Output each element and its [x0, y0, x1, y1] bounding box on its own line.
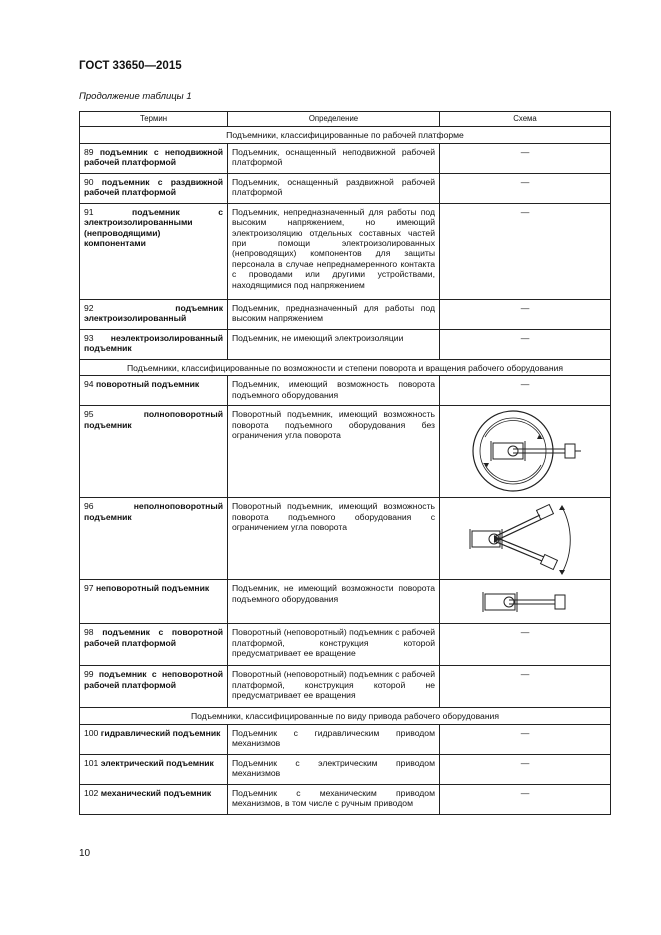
definition-cell: Подъемник, предназначенный для работы под высоким напряжением	[228, 299, 440, 329]
definition-cell: Поворотный подъемник, имеющий возможность поворота подъемного оборудования без ограничения угла поворота	[228, 406, 440, 498]
definition-cell: Подъемник с гидравлическим приводом механизмов	[228, 724, 440, 754]
definition-cell: Подъемник, оснащенный неподвижной рабочей платформой	[228, 143, 440, 173]
term-number: 94	[84, 379, 94, 390]
definition-cell: Подъемник, не имеющий электроизоляции	[228, 329, 440, 359]
schema-cell	[440, 406, 611, 498]
term-number: 96	[84, 501, 94, 512]
term-number: 89	[84, 146, 94, 157]
table-row	[80, 724, 611, 754]
term-cell	[80, 624, 228, 666]
table-row	[80, 498, 611, 580]
term-number: 91	[84, 206, 94, 217]
definition-cell: Поворотный (неповоротный) подъемник с рабочей платформой, конструкция которой не предусматривает ее вращения	[228, 666, 440, 708]
term-cell	[80, 724, 228, 754]
table-row	[80, 406, 611, 498]
term-number: 93	[84, 332, 94, 343]
term-cell	[80, 173, 228, 203]
term-name: подъемник с неповоротной рабочей платформой	[84, 669, 223, 690]
table-row	[80, 376, 611, 406]
term-cell	[80, 406, 228, 498]
table-row	[80, 666, 611, 708]
term-cell	[80, 329, 228, 359]
section-row	[80, 359, 611, 375]
table-row	[80, 203, 611, 299]
term-name: подъемник с неподвижной рабочей платформой	[84, 146, 223, 168]
definition-cell: Подъемник, оснащенный раздвижной рабочей платформой	[228, 173, 440, 203]
term-cell	[80, 754, 228, 784]
definition-cell: Подъемник, не имеющий возможности поворота подъемного оборудования	[228, 580, 440, 624]
full-rotation-diagram	[465, 409, 585, 493]
table-header-row	[80, 112, 611, 127]
schema-cell	[440, 580, 611, 624]
table-row	[80, 173, 611, 203]
table-row	[80, 143, 611, 173]
schema-cell	[440, 498, 611, 580]
term-cell	[80, 666, 228, 708]
term-name: подъемник с раздвижной рабочей платформой	[84, 176, 224, 198]
section-title: Подъемники, классифицированные по рабочей платформе	[80, 127, 611, 143]
term-number: 99	[84, 669, 94, 680]
definition-cell: Подъемник с механическим приводом механизмов, в том числе с ручным приводом	[228, 784, 440, 814]
section-title: Подъемники, классифицированные по возможности и степени поворота и вращения рабочего оборудования	[80, 359, 611, 375]
term-number: 97	[84, 583, 94, 594]
term-cell	[80, 143, 228, 173]
section-row	[80, 708, 611, 724]
page-number: 10	[79, 848, 91, 859]
column-header-schema: Схема	[440, 112, 611, 127]
term-cell	[80, 376, 228, 406]
schema-cell: —	[440, 784, 611, 814]
non-rotating-diagram	[475, 583, 575, 621]
definition-cell: Поворотный подъемник, имеющий возможность поворота подъемного оборудования с ограничением угла поворота	[228, 498, 440, 580]
definition-cell: Поворотный (неповоротный) подъемник с рабочей платформой, конструкция которой предусматривает ее вращение	[228, 624, 440, 666]
schema-cell: —	[440, 299, 611, 329]
table-row	[80, 754, 611, 784]
term-number: 92	[84, 302, 94, 313]
term-cell	[80, 203, 228, 299]
column-header-definition: Определение	[228, 112, 440, 127]
schema-cell: —	[440, 143, 611, 173]
definition-cell: Подъемник, непредназначенный для работы под высоким напряжением, но имеющий электроизоляцию отдельных составных частей при помощи электроизолированных (непроводящих) компонентов для защиты персонала в случае непреднамеренного контакта с проводами или другими устройствами, находящимися под напряжением	[228, 203, 440, 299]
term-name: подъемник с электроизолированными (непроводящими) компонентами	[84, 206, 223, 249]
schema-cell: —	[440, 754, 611, 784]
table-row	[80, 784, 611, 814]
term-name: неполноповоротный подъемник	[84, 501, 223, 522]
table-continuation-caption: Продолжение таблицы 1	[79, 91, 192, 102]
term-number: 102	[84, 787, 99, 798]
schema-cell: —	[440, 329, 611, 359]
schema-cell: —	[440, 724, 611, 754]
term-name: поворотный подъемник	[95, 379, 200, 390]
term-name: полноповоротный подъемник	[84, 409, 223, 430]
term-name: подъемник с поворотной рабочей платформой	[84, 627, 223, 648]
terms-table	[79, 111, 611, 815]
term-number: 100	[84, 727, 99, 738]
table-row	[80, 624, 611, 666]
term-name: механический подъемник	[100, 787, 212, 798]
term-number: 98	[84, 627, 94, 638]
definition-cell: Подъемник с электрическим приводом механизмов	[228, 754, 440, 784]
term-name: электрический подъемник	[100, 757, 214, 768]
term-name: подъемник электроизолированный	[84, 302, 223, 324]
term-name: неэлектроизолированный подъемник	[84, 332, 223, 354]
schema-cell: —	[440, 624, 611, 666]
term-number: 101	[84, 757, 99, 768]
term-cell	[80, 580, 228, 624]
column-header-term: Термин	[80, 112, 228, 127]
document-title: ГОСТ 33650—2015	[79, 60, 182, 72]
term-cell	[80, 498, 228, 580]
term-cell	[80, 299, 228, 329]
schema-cell: —	[440, 376, 611, 406]
term-number: 90	[84, 176, 94, 187]
table-row	[80, 329, 611, 359]
table-row	[80, 299, 611, 329]
table-row	[80, 580, 611, 624]
definition-cell: Подъемник, имеющий возможность поворота подъемного оборудования	[228, 376, 440, 406]
section-row	[80, 127, 611, 143]
term-number: 95	[84, 409, 94, 420]
schema-cell: —	[440, 203, 611, 299]
term-cell	[80, 784, 228, 814]
schema-cell: —	[440, 173, 611, 203]
term-name: гидравлический подъемник	[100, 727, 221, 738]
section-title: Подъемники, классифицированные по виду привода рабочего оборудования	[80, 708, 611, 724]
partial-rotation-diagram	[464, 501, 586, 577]
schema-cell: —	[440, 666, 611, 708]
term-name: неповоротный подъемник	[95, 583, 210, 594]
